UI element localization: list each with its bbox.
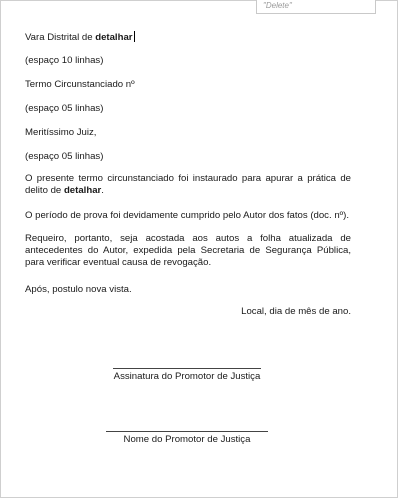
paragraph-delito-bold: detalhar <box>63 184 102 196</box>
delete-field-placeholder: "Delete" <box>263 1 292 10</box>
spacing-note-05a: (espaço 05 linhas) <box>25 103 104 114</box>
signature-label-2: Nome do Promotor de Justiça <box>123 434 251 445</box>
paragraph-requerimento: Requeiro, portanto, seja acostada aos autos a folha atualizada de antecedentes do Autor, expedida pela Secretaria de Segurança Pública, para verificar eventual causa de revogação. <box>25 233 351 268</box>
court-line[interactable] <box>25 31 351 44</box>
signature-line-1 <box>113 368 261 369</box>
paragraph-prova: O período de prova foi devidamente cumprido pelo Autor dos fatos (doc. nº). <box>25 210 350 221</box>
paragraph-delito <box>25 173 351 197</box>
court-line-prefix: Vara Distrital de <box>25 32 96 43</box>
paragraph-vista: Após, postulo nova vista. <box>25 284 132 295</box>
paragraph-delito-end: . <box>101 184 104 196</box>
spacing-note-10: (espaço 10 linhas) <box>25 55 104 66</box>
salutation: Meritíssimo Juiz, <box>25 127 97 138</box>
termo-line: Termo Circunstanciado nº <box>25 79 135 90</box>
spacing-note-05b: (espaço 05 linhas) <box>25 151 104 162</box>
delete-field[interactable] <box>256 0 376 14</box>
court-line-bold: detalhar <box>95 32 133 43</box>
place-date: Local, dia de mês de ano. <box>241 306 351 317</box>
paragraph-delito-text: O presente termo circunstanciado foi instaurado para apurar a prática de delito de <box>25 173 351 196</box>
text-cursor <box>134 31 135 42</box>
signature-label-1: Assinatura do Promotor de Justiça <box>113 371 261 382</box>
signature-line-2 <box>106 431 268 432</box>
